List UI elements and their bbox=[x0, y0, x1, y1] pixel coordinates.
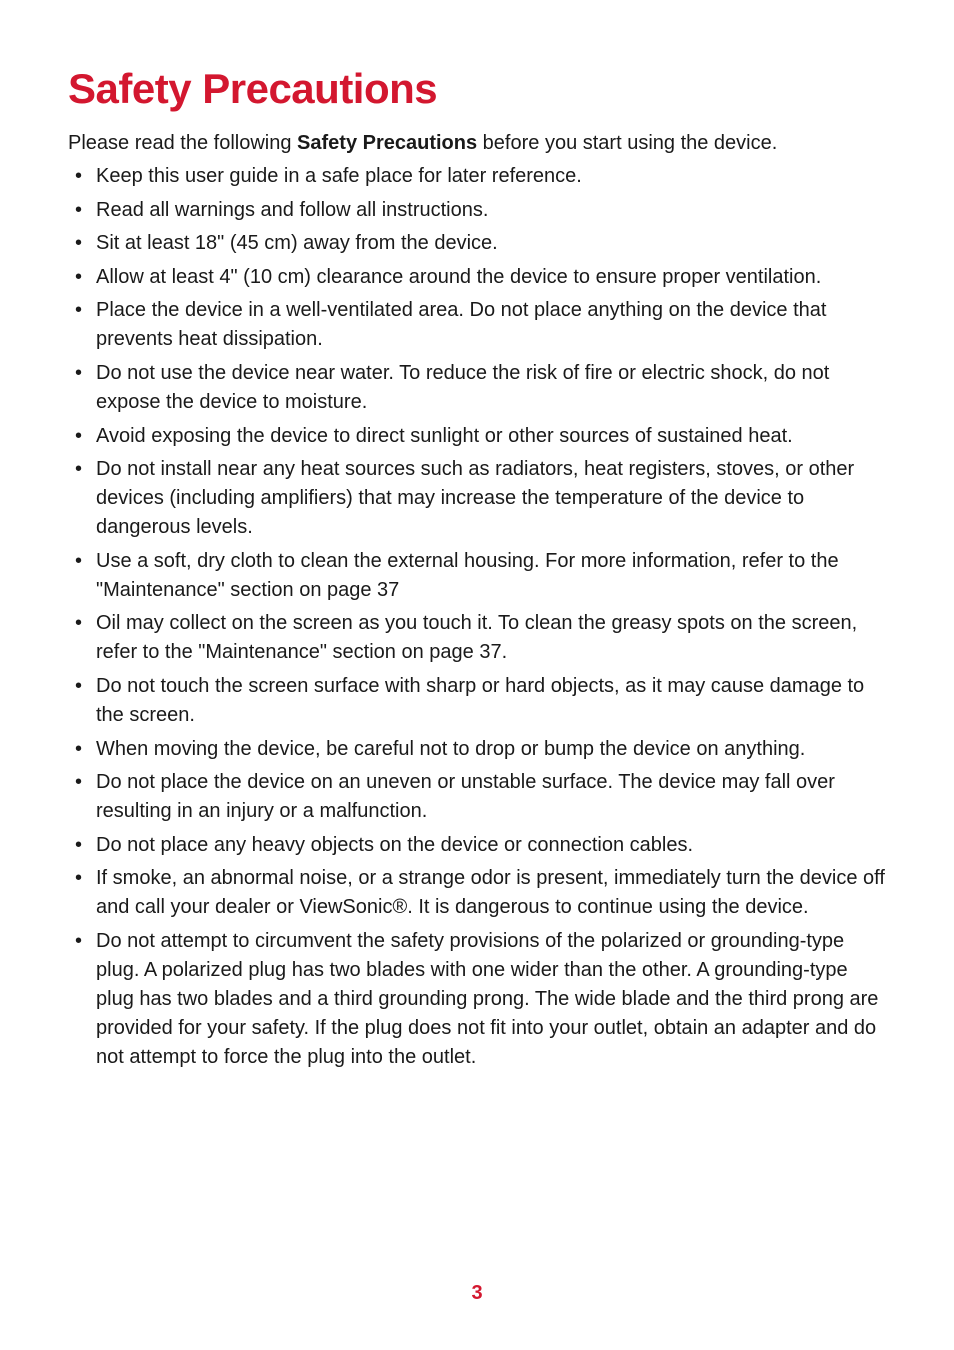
list-item bbox=[75, 831, 887, 860]
bullet-icon: • bbox=[75, 232, 83, 255]
page-title: Safety Precautions bbox=[68, 65, 438, 112]
bullet-icon: • bbox=[75, 198, 83, 221]
list-item-text: Do not install near any heat sources such as radiators, heat registers, stoves, or other devices (including amplifiers) that may increase the temperature of the device to dangerous levels. bbox=[96, 458, 855, 539]
bullet-icon: • bbox=[75, 833, 83, 856]
safety-precautions-list bbox=[75, 162, 887, 1077]
list-item-text: Do not touch the screen surface with sharp or hard objects, as it may cause damage to the screen. bbox=[96, 674, 865, 726]
bullet-icon: • bbox=[75, 424, 83, 447]
list-item bbox=[75, 455, 887, 542]
list-item bbox=[75, 162, 887, 191]
list-item-text: When moving the device, be careful not to drop or bump the device on anything. bbox=[96, 737, 806, 760]
list-item-text: Do not place the device on an uneven or unstable surface. The device may fall over resulting in an injury or a malfunction. bbox=[96, 771, 835, 823]
list-item-text: Avoid exposing the device to direct sunlight or other sources of sustained heat. bbox=[96, 424, 793, 447]
bullet-icon: • bbox=[75, 458, 83, 481]
list-item bbox=[75, 196, 887, 225]
list-item-text: Place the device in a well-ventilated area. Do not place anything on the device that prevents heat dissipation. bbox=[96, 299, 827, 351]
list-item-text: Keep this user guide in a safe place for later reference. bbox=[96, 165, 582, 187]
intro-text-bold: Safety Precautions bbox=[297, 132, 478, 154]
bullet-icon: • bbox=[75, 612, 83, 635]
list-item bbox=[75, 768, 887, 826]
bullet-icon: • bbox=[75, 867, 83, 890]
list-item-text: If smoke, an abnormal noise, or a strange odor is present, immediately turn the device off and call your dealer or ViewSonic®. It is dangerous to continue using the device. bbox=[96, 867, 885, 919]
bullet-icon: • bbox=[75, 265, 83, 288]
list-item bbox=[75, 296, 887, 354]
list-item-text: Use a soft, dry cloth to clean the external housing. For more information, refer to the "Maintenance" section on page 37 bbox=[96, 549, 839, 601]
list-item-text: Do not use the device near water. To reduce the risk of fire or electric shock, do not expose the device to moisture. bbox=[96, 361, 830, 413]
bullet-icon: • bbox=[75, 771, 83, 794]
bullet-icon: • bbox=[75, 361, 83, 384]
page-number: 3 bbox=[471, 1282, 483, 1304]
list-item bbox=[75, 609, 887, 667]
bullet-icon: • bbox=[75, 165, 83, 187]
intro-text-after: before you start using the device. bbox=[477, 132, 778, 154]
bullet-icon: • bbox=[75, 929, 83, 952]
bullet-icon: • bbox=[75, 299, 83, 322]
bullet-icon: • bbox=[75, 549, 83, 572]
intro-text-before: Please read the following bbox=[68, 132, 298, 154]
list-item-text: Oil may collect on the screen as you touch it. To clean the greasy spots on the screen, refer to the "Maintenance" section on page 37. bbox=[96, 612, 858, 664]
list-item bbox=[75, 864, 887, 922]
list-item-text: Do not place any heavy objects on the device or connection cables. bbox=[96, 833, 694, 856]
list-item bbox=[75, 422, 887, 451]
list-item bbox=[75, 547, 887, 605]
bullet-icon: • bbox=[75, 674, 83, 697]
list-item-text: Read all warnings and follow all instructions. bbox=[96, 198, 489, 221]
list-item-text: Do not attempt to circumvent the safety provisions of the polarized or grounding-type plug. A polarized plug has two blades with one wider than the other. A grounding-type plug has two blades and a third grounding prong. The wide blade and the third prong are provided for your safety. If the plug does not fit into your outlet, obtain an adapter and do not attempt to force the plug into the outlet. bbox=[96, 929, 879, 1068]
list-item bbox=[75, 672, 887, 730]
list-item bbox=[75, 927, 887, 1072]
intro-paragraph bbox=[68, 129, 888, 158]
list-item bbox=[75, 359, 887, 417]
list-item-text: Sit at least 18" (45 cm) away from the device. bbox=[96, 232, 498, 255]
bullet-icon: • bbox=[75, 737, 83, 760]
list-item bbox=[75, 735, 887, 764]
list-item-text: Allow at least 4" (10 cm) clearance around the device to ensure proper ventilation. bbox=[96, 265, 822, 288]
list-item bbox=[75, 229, 887, 258]
list-item bbox=[75, 263, 887, 292]
